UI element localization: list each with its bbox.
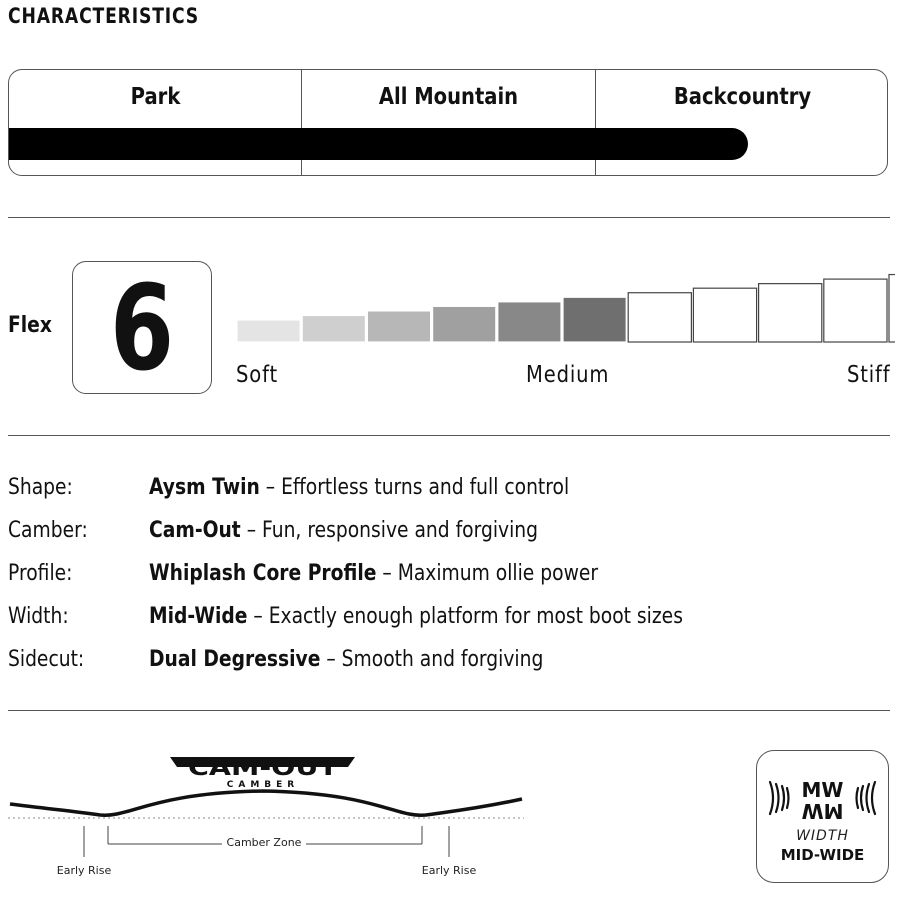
spec-name: Cam-Out: [149, 518, 241, 543]
flex-scale-medium: Medium: [526, 362, 610, 388]
width-badge-word: WIDTH: [796, 828, 849, 844]
flex-label: Flex: [8, 313, 52, 338]
spec-desc: Maximum ollie power: [397, 561, 599, 586]
logo-sub-text: CAMBER: [226, 780, 300, 790]
divider: [8, 710, 890, 711]
early-rise-label-right: Early Rise: [421, 864, 477, 877]
spec-name: Aysm Twin: [149, 475, 260, 500]
spec-desc: Exactly enough platform for most boot sizes: [268, 604, 683, 629]
width-badge-value: MID-WIDE: [780, 846, 865, 864]
flex-cell-filled: [237, 320, 300, 342]
flex-rating-value: 6: [109, 259, 175, 397]
flex-cell-filled: [367, 311, 430, 342]
spec-desc: Effortless turns and full control: [281, 475, 570, 500]
terrain-label-backcountry: Backcountry: [673, 84, 812, 110]
spec-desc: Smooth and forgiving: [341, 647, 544, 672]
divider: [8, 435, 890, 436]
terrain-label-park: Park: [130, 84, 181, 110]
mw-logo-text: MW: [801, 778, 844, 802]
early-rise-label-left: Early Rise: [56, 864, 112, 877]
flex-scale: [230, 262, 895, 348]
flex-cell-empty: [693, 288, 756, 342]
flex-cell-filled: [498, 302, 561, 342]
flex-cell-filled: [302, 315, 365, 342]
spec-key: Sidecut:: [8, 647, 85, 672]
terrain-range-box: [8, 69, 888, 176]
terrain-range-bar: [9, 128, 748, 160]
flex-cell-empty: [759, 284, 822, 342]
board-profile-line: [10, 791, 522, 815]
spec-value: Mid-Wide – Exactly enough platform for most boot sizes: [149, 604, 683, 629]
section-title: CHARACTERISTICS: [8, 4, 199, 28]
flex-cell-filled: [433, 306, 496, 342]
width-waves-icon: [756, 770, 889, 826]
flex-cell-filled: [563, 297, 626, 342]
spec-key: Profile:: [8, 561, 73, 586]
spec-key: Camber:: [8, 518, 88, 543]
spec-value: Whiplash Core Profile – Maximum ollie power: [149, 561, 599, 586]
flex-scale-soft: Soft: [236, 362, 278, 388]
spec-name: Whiplash Core Profile: [149, 561, 377, 586]
spec-name: Mid-Wide: [149, 604, 248, 629]
mw-logo-text-inverted: MW: [801, 799, 844, 823]
logo-main-text: CAM-OUT: [188, 756, 338, 781]
terrain-label-all-mountain: All Mountain: [378, 84, 519, 110]
flex-cell-empty: [824, 279, 887, 342]
spec-key: Width:: [8, 604, 69, 629]
spec-value: Cam-Out – Fun, responsive and forgiving: [149, 518, 539, 543]
flex-cell-empty: [889, 275, 895, 342]
spec-value: Aysm Twin – Effortless turns and full control: [149, 475, 570, 500]
divider: [8, 217, 890, 218]
spec-value: Dual Degressive – Smooth and forgiving: [149, 647, 544, 672]
camber-zone-label: Camber Zone: [226, 836, 302, 849]
flex-cell-empty: [628, 293, 691, 342]
spec-key: Shape:: [8, 475, 73, 500]
flex-scale-stiff: Stiff: [847, 362, 891, 388]
cam-out-logo: [170, 756, 355, 790]
spec-desc: Fun, responsive and forgiving: [261, 518, 539, 543]
spec-name: Dual Degressive: [149, 647, 321, 672]
